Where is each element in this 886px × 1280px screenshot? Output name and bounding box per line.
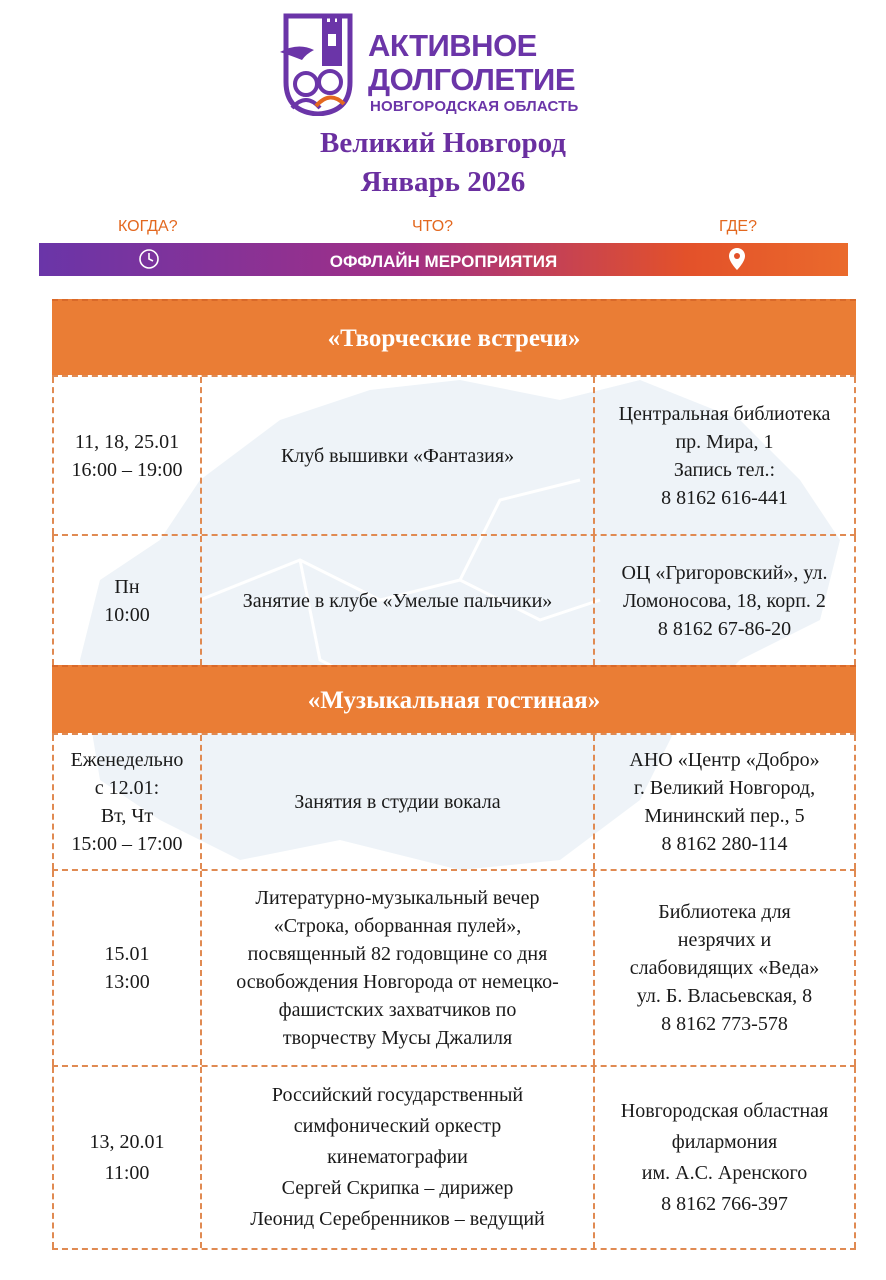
table-row — [52, 1065, 856, 1250]
when-cell: 13, 20.01 11:00 — [52, 1067, 200, 1248]
section-header: «Творческие встречи» — [52, 299, 856, 375]
when-cell: Еженедельно с 12.01: Вт, Чт 15:00 – 17:00 — [52, 735, 200, 869]
section-header: «Музыкальная гостиная» — [52, 665, 856, 733]
events-table — [52, 299, 856, 1250]
location-pin-icon — [728, 247, 746, 271]
where-cell: Библиотека для незрячих и слабовидящих «Веда» ул. Б. Власьевская, 8 8 8162 773-578 — [593, 871, 856, 1065]
city-title: Великий Новгород — [320, 127, 566, 159]
table-row — [52, 733, 856, 869]
where-cell: Новгородская областная филармония им. А.С. Аренского 8 8162 766-397 — [593, 1067, 856, 1248]
when-cell: 11, 18, 25.01 16:00 – 19:00 — [52, 377, 200, 534]
table-row — [52, 534, 856, 665]
what-cell: Клуб вышивки «Фантазия» — [200, 377, 593, 534]
table-row — [52, 869, 856, 1065]
what-cell: Литературно-музыкальный вечер «Строка, оборванная пулей», посвященный 82 годовщине со дня освобождения Новгорода от немецко- фашистских захватчиков по творчеству Мусы Джалиля — [200, 871, 593, 1065]
logo — [278, 12, 618, 120]
when-label: КОГДА? — [118, 218, 178, 235]
logo-line-2: ДОЛГОЛЕТИЕ — [368, 62, 576, 97]
banner-label: ОФФЛАЙН МЕРОПРИЯТИЯ — [329, 252, 558, 271]
what-cell: Российский государственный симфонический оркестр кинематографии Сергей Скрипка – дирижер Леонид Серебренников – ведущий — [200, 1067, 593, 1248]
where-cell: АНО «Центр «Добро» г. Великий Новгород, Мининский пер., 5 8 8162 280-114 — [593, 735, 856, 869]
what-cell: Занятие в клубе «Умелые пальчики» — [200, 536, 593, 665]
where-label: ГДЕ? — [719, 218, 757, 235]
logo-emblem-icon — [278, 12, 358, 116]
offline-events-banner — [39, 243, 848, 276]
what-label: ЧТО? — [412, 218, 454, 235]
when-cell: 15.01 13:00 — [52, 871, 200, 1065]
table-row — [52, 375, 856, 534]
what-cell: Занятия в студии вокала — [200, 735, 593, 869]
when-cell: Пн 10:00 — [52, 536, 200, 665]
logo-line-1: АКТИВНОЕ — [368, 28, 537, 63]
where-cell: ОЦ «Григоровский», ул. Ломоносова, 18, корп. 2 8 8162 67-86-20 — [593, 536, 856, 665]
month-title: Январь 2026 — [360, 166, 526, 198]
where-cell: Центральная библиотека пр. Мира, 1 Запись тел.: 8 8162 616-441 — [593, 377, 856, 534]
logo-line-3: НОВГОРОДСКАЯ ОБЛАСТЬ — [370, 98, 579, 115]
